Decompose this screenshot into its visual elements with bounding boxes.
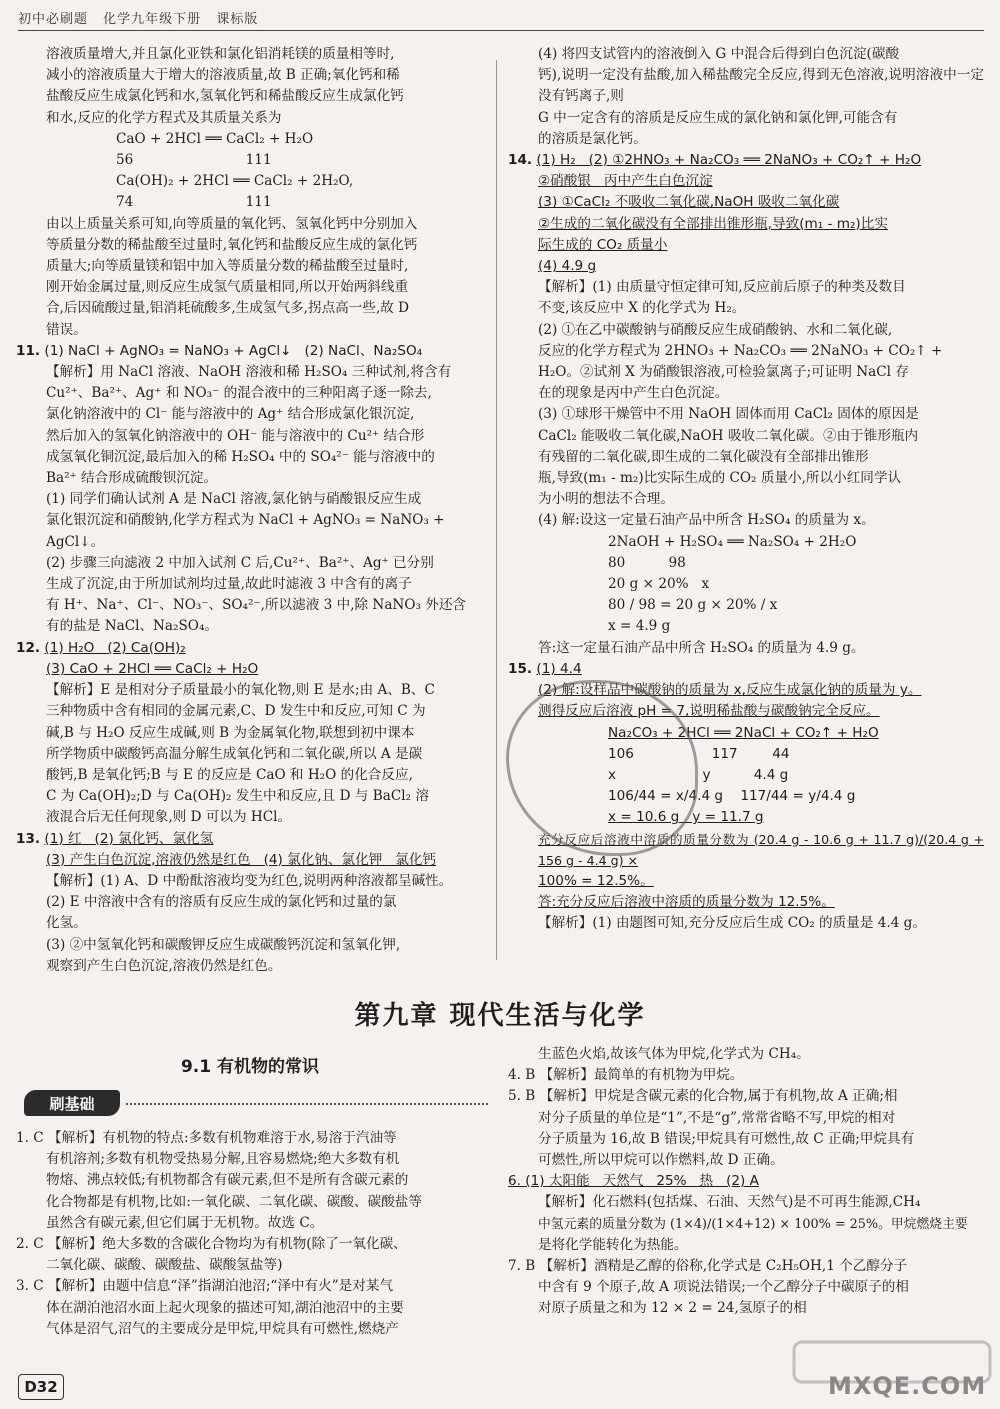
text-line: 反应的化学方程式为 2HNO₃ + Na₂CO₃ ══ 2NaNO₃ + CO₂↑ + [538,342,943,359]
header-book: 初中必刷题 [18,12,89,27]
text-line: 中含有 9 个原子,故 A 项说法错误;一个乙醇分子中碳原子的相 [538,1279,909,1296]
question-number: 12. [16,639,41,656]
text-line: 瓶,导致(m₁ - m₂)比实际生成的 CO₂ 质量小,所以小红同学认 [538,470,902,487]
text-line: 100% = 12.5%。 [538,872,654,889]
text-line: 三种物质中含有相同的金属元素,C、D 发生中和反应,可知 C 为 [46,703,426,720]
text-line: 答:这一定量石油产品中所含 H₂SO₄ 的质量为 4.9 g。 [538,639,865,656]
text-line: 二氧化碳、碳酸、碳酸盐、碳酸氢盐等) [46,1257,283,1274]
text-line: 【解析】(1) 由质量守恒定律可知,反应前后原子的种类及数目 [538,279,906,296]
text-line: 成氢氧化铜沉淀,最后加入的稀 H₂SO₄ 中的 SO₄²⁻ 能与溶液中的 [46,448,435,465]
left-bottom-column [16,1128,488,1340]
text-line: 液混合后无任何现象,则 D 可以为 HCl。 [46,809,292,826]
text-line: 盐酸反应生成氯化钙和水,氢氧化钙和稀盐酸反应生成氯化钙 [46,88,404,105]
text-line: 错误。 [46,321,87,338]
badge-label: 刷基础 [49,1094,95,1113]
answer-line: 5. B 【解析】甲烷是含碳元素的化合物,属于有机物,故 A 正确;相 [508,1088,898,1105]
text-line: 可燃性,所以甲烷可以作燃料,故 D 正确。 [538,1152,784,1169]
text-line: (3) ①CaCl₂ 不吸收二氧化碳,NaOH 吸收二氧化碳 [538,194,840,211]
answer-line: 4. B 【解析】最简单的有机物为甲烷。 [508,1067,744,1084]
chapter-title: 第九章 现代生活与化学 [354,1001,646,1031]
text-line: 氯化银沉淀和硝酸钠,化学方程式为 NaCl + AgNO₃ = NaNO₃ + [46,512,445,529]
text-line: 中氢元素的质量分数为 (1×4)/(1×4+12) × 100% = 25%。甲烷燃烧主要 [538,1216,968,1232]
text-line: 对分子质量的单位是“1”,不是“g”,常常省略不写,甲烷的相对 [538,1109,896,1126]
answer-line: 6. (1) 太阳能 天然气 25% 热 (2) A [508,1173,759,1190]
answer-line: 7. B 【解析】酒精是乙醇的俗称,化学式是 C₂H₅OH,1 个乙醇分子 [508,1258,908,1275]
text-line: (2) 解:设样品中碳酸钠的质量为 x,反应生成氯化钠的质量为 y。 [538,682,922,699]
text-line: 氯化钠溶液中的 Cl⁻ 能与溶液中的 Ag⁺ 结合形成氯化银沉淀, [46,406,415,423]
text-line: (3) 产生白色沉淀,溶液仍然是红色 (4) 氯化钠、氯化钾 氯化钙 [46,851,437,868]
text-line: 碱,B 与 H₂O 反应生成碱,则 B 为金属氧化物,联想到初中课本 [46,724,415,741]
text-line: 合,后因硫酸过量,铝消耗硫酸多,生成氢气多,拐点高一些,故 D [46,300,410,317]
equation-line: Na₂CO₃ + 2HCl ══ 2NaCl + CO₂↑ + H₂O [608,724,879,741]
text-line: 化氢。 [46,915,87,932]
text-line: (4) 解:设这一定量石油产品中所含 H₂SO₄ 的质量为 x。 [538,512,875,529]
text-line: 【解析】E 是相对分子质量最小的氧化物,则 E 是水;由 A、B、C [46,682,435,699]
equation-line: 106 117 44 [608,745,790,762]
text-line: ②生成的二氧化碳没有全部排出锥形瓶,导致(m₁ - m₂)比实 [538,215,888,232]
question-12-answer: 12. (1) H₂O (2) Ca(OH)₂ [16,639,186,656]
text-line: 【解析】(1) 由题图可知,充分反应后生成 CO₂ 的质量是 4.4 g。 [538,915,926,932]
text-line: (3) ②中氢氧化钙和碳酸钾反应生成碳酸钙沉淀和氢氧化钾, [46,936,401,953]
right-bottom-column [508,1044,984,1320]
text-line: 气体是沼气,沼气的主要成分是甲烷,甲烷具有可燃性,燃烧产 [46,1320,399,1337]
equation-line: x y 4.4 g [608,766,789,783]
page-number: D32 [18,1374,64,1400]
text-line: 生蓝色火焰,故该气体为甲烷,化学式为 CH₄。 [538,1046,810,1062]
text-line: 然后加入的氢氧化钠溶液中的 OH⁻ 能与溶液中的 Cu²⁺ 结合形 [46,427,425,444]
text-line: 有的盐是 NaCl、Na₂SO₄。 [46,618,218,635]
question-number: 14. [508,152,533,169]
section-badge [24,1090,120,1116]
answer-line: 1. C 【解析】有机物的特点:多数有机物难溶于水,易溶于汽油等 [16,1130,397,1146]
text-line: ②硝酸银 丙中产生白色沉淀 [538,173,713,190]
equation-line: 20 g × 20% x [608,576,710,593]
text-line: Cu²⁺、Ba²⁺、Ag⁺ 和 NO₃⁻ 的混合液中的三种阳离子逐一除去, [46,385,432,402]
text-line: 所学物质中碳酸钙高温分解生成氧化钙和二氧化碳,所以 A 是碳 [46,745,423,762]
equation-line: 56 111 [116,152,272,169]
text-line: 等质量分数的稀盐酸至过量时,氧化钙和盐酸反应生成的氯化钙 [46,236,418,253]
text-line: 测得反应后溶液 pH = 7,说明稀盐酸与碳酸钠完全反应。 [538,703,880,720]
question-14-answer: 14. (1) H₂ (2) ①2HNO₃ + Na₂CO₃ ══ 2NaNO₃ + CO₂↑ + H₂O [508,152,922,169]
text-line: G 中一定含有的溶质是反应生成的氯化钠和氯化钾,可能含有 [538,109,898,126]
text-line: 酸钙,B 是氧化钙;B 与 E 的反应是 CaO 和 H₂O 的化合反应, [46,766,413,783]
question-number: 11. [16,342,41,359]
watermark-text: MXQE.COM [828,1372,987,1400]
equation-line: 106/44 = x/4.4 g 117/44 = y/4.4 g [608,788,856,805]
section-title: 9.1 有机物的常识 [180,1057,320,1077]
equation-line: 74 111 [116,194,272,211]
question-number: 15. [508,660,533,677]
column-divider [496,60,497,960]
text-line: 答:充分反应后溶液中溶质的质量分数为 12.5%。 [538,894,835,911]
equation-line: 80 98 [608,554,686,571]
text-line: (4) 将四支试管内的溶液倒入 G 中混合后得到白色沉淀(碳酸 [538,46,900,62]
text-line: AgCl↓。 [46,533,105,550]
answer-line: 3. C 【解析】由题中信息“泽”指湖泊池沼;“泽中有火”是对某气 [16,1278,394,1295]
equation-line: x = 10.6 g y = 11.7 g [608,809,764,826]
text-line: 不变,该反应中 X 的化学式为 H₂。 [538,300,746,317]
text-line: 减小的溶液质量大于增大的溶液质量,故 B 正确;氧化钙和稀 [46,67,400,84]
text-line: 体在湖泊池沼水面上起火现象的描述可知,湖泊池沼中的主要 [46,1299,404,1316]
dotted-rule [126,1103,488,1105]
equation-line: Ca(OH)₂ + 2HCl ══ CaCl₂ + 2H₂O, [116,173,354,190]
text-line: CaCl₂ 能吸收二氧化碳,NaOH 吸收二氧化碳。②由于锥形瓶内 [538,427,919,444]
text-line: 质量大;向等质量镁和铝中加入等质量分数的稀盐酸至过量时, [46,258,409,275]
header-rule [18,30,984,31]
text-line: 物熔、沸点较低;有机物都含有碳元素,但不是所有含碳元素的 [46,1172,409,1189]
equation-line: x = 4.9 g [608,618,671,635]
text-line: 【解析】用 NaCl 溶液、NaOH 溶液和稀 H₂SO₄ 三种试剂,将含有 [46,364,452,381]
text-line: 和水,反应的化学方程式及其质量关系为 [46,109,282,126]
text-line: 溶液质量增大,并且氯化亚铁和氯化铝消耗镁的质量相等时, [46,46,395,62]
text-line: (4) 4.9 g [538,258,597,275]
text-line: H₂O。②试剂 X 为硝酸银溶液,可检验氯离子;可证明 NaCl 存 [538,364,909,381]
text-line: 【解析】(1) A、D 中酚酞溶液均变为红色,说明两种溶液都呈碱性。 [46,872,453,889]
header-edition: 课标版 [216,12,259,27]
text-line: (3) ①球形干燥管中不用 NaOH 固体而用 CaCl₂ 固体的原因是 [538,406,919,423]
question-15-answer: 15. (1) 4.4 [508,660,582,677]
text-line: Ba²⁺ 结合形成硫酸钡沉淀。 [46,470,217,487]
text-line: 虽然含有碳元素,但它们属于无机物。故选 C。 [46,1214,324,1231]
question-number: 13. [16,830,41,847]
question-13-answer: 13. (1) 红 (2) 氯化钙、氯化氢 [16,830,214,847]
text-line: 生成了沉淀,由于所加试剂均过量,故此时滤液 3 中含有的离子 [46,576,412,593]
text-line: (3) CaO + 2HCl ══ CaCl₂ + H₂O [46,660,259,677]
text-line: (2) E 中溶液中含有的溶质有反应生成的氯化钙和过量的氯 [46,894,397,911]
text-line: C 为 Ca(OH)₂;D 与 Ca(OH)₂ 发生中和反应,且 D 与 BaCl₂ 溶 [46,788,429,805]
text-line: 刚开始金属过量,则反应生成氢气质量相同,所以开始两斜线重 [46,279,409,296]
text-line: (1) 同学们确认试剂 A 是 NaCl 溶液,氯化钠与硝酸银反应生成 [46,491,422,508]
text-line: 充分反应后溶液中溶质的质量分数为 (20.4 g - 10.6 g + 11.7 g)/(20.4 g + 156 g - 4.4 g) × [538,831,984,868]
equation-line: 80 / 98 = 20 g × 20% / x [608,597,778,614]
text-line: 在的现象是丙中产生白色沉淀。 [538,385,729,402]
text-line: 有机溶剂;多数有机物受热易分解,且容易燃烧;绝大多数有机 [46,1151,400,1168]
text-line: 观察到产生白色沉淀,溶液仍然是红色。 [46,957,282,974]
text-line: 际生成的 CO₂ 质量小 [538,236,668,253]
equation-line: CaO + 2HCl ══ CaCl₂ + H₂O [116,130,314,147]
text-line: 是将化学能转化为热能。 [538,1236,688,1253]
text-line: 为小明的想法不合理。 [538,491,674,508]
text-line: 【解析】化石燃料(包括煤、石油、天然气)是不可再生能源,CH₄ [538,1194,921,1211]
text-line: (2) 步骤三向滤液 2 中加入试剂 C 后,Cu²⁺、Ba²⁺、Ag⁺ 已分别 [46,554,434,571]
text-line: 钙),说明一定没有盐酸,加入稀盐酸完全反应,得到无色溶液,说明溶液中一定没有钙离子,则 [538,67,984,105]
text-line: 化合物都是有机物,比如:一氧化碳、二氧化碳、碳酸、碳酸盐等 [46,1193,422,1210]
text-line: 的溶质是氯化钙。 [538,130,647,147]
header-subject: 化学九年级下册 [103,12,202,27]
equation-line: 2NaOH + H₂SO₄ ══ Na₂SO₄ + 2H₂O [608,533,857,550]
answer-line: 2. C 【解析】绝大多数的含碳化合物均为有机物(除了一氧化碳、 [16,1236,407,1253]
question-11-answer: 11. (1) NaCl + AgNO₃ = NaNO₃ + AgCl↓ (2) NaCl、Na₂SO₄ [16,342,423,359]
text-line: 有残留的二氧化碳,即生成的二氧化碳没有全部排出锥形 [538,448,869,465]
text-line: (2) ①在乙中碳酸钠与硝酸反应生成硝酸钠、水和二氧化碳, [538,321,893,338]
text-line: 对原子质量之和为 12 × 2 = 24,氢原子的相 [538,1300,807,1317]
text-line: 由以上质量关系可知,向等质量的氧化钙、氢氧化钙中分别加入 [46,215,418,232]
text-line: 有 H⁺、Na⁺、Cl⁻、NO₃⁻、SO₄²⁻,所以滤液 3 中,除 NaNO₃ 外还含 [46,597,467,614]
text-line: 分子质量为 16,故 B 错误;甲烷具有可燃性,故 C 正确;甲烷具有 [538,1130,915,1147]
left-column [16,44,488,977]
